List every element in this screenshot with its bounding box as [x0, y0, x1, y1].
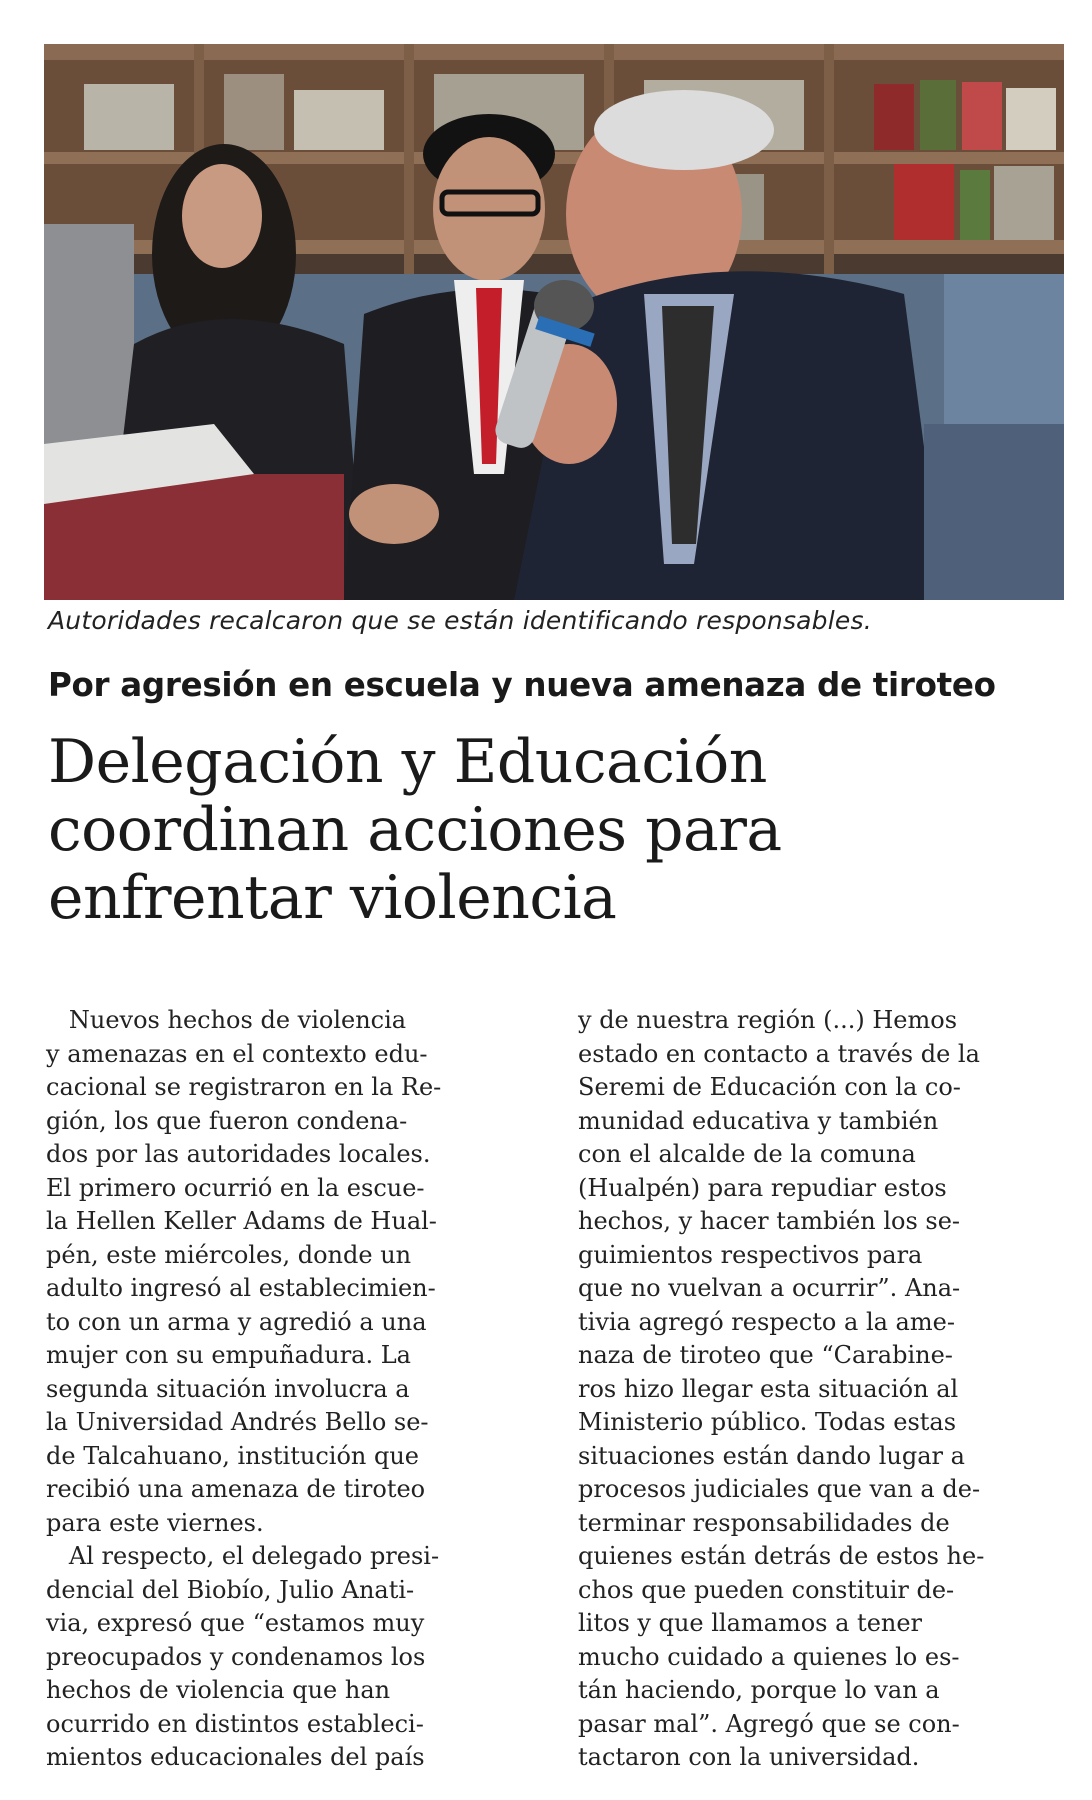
body-line: gión, los que fueron condena-	[46, 1106, 408, 1135]
body-line: dos por las autoridades locales.	[46, 1140, 431, 1168]
body-line: recibió una amenaza de tiroteo	[46, 1475, 426, 1503]
body-line: mucho cuidado a quienes lo es-	[578, 1642, 960, 1671]
body-line: munidad educativa y también	[578, 1106, 939, 1135]
photo-illustration	[44, 44, 1064, 600]
body-line: y de nuestra región (...) Hemos	[578, 1006, 958, 1034]
body-line: Al respecto, el delegado presi-	[46, 1542, 440, 1570]
body-line: naza de tiroteo que “Carabine-	[578, 1341, 953, 1369]
body-line: la Universidad Andrés Bello se-	[46, 1408, 429, 1436]
body-line: chos que pueden constituir de-	[578, 1575, 955, 1604]
body-line: mujer con su empuñadura. La	[46, 1341, 411, 1369]
body-line: Ministerio público. Todas estas	[578, 1408, 957, 1436]
body-line: y amenazas en el contexto edu-	[46, 1039, 428, 1068]
article-kicker: Por agresión en escuela y nueva amenaza de tiroteo	[48, 666, 996, 704]
article-headline	[48, 728, 1078, 932]
body-line: (Hualpén) para repudiar estos	[578, 1173, 947, 1202]
body-line: ocurrido en distintos estableci-	[46, 1709, 424, 1738]
photo-caption: Autoridades recalcaron que se están identificando responsables.	[48, 606, 872, 635]
body-line: Seremi de Educación con la co-	[578, 1073, 961, 1101]
body-line: mientos educacionales del país	[46, 1743, 425, 1771]
body-line: situaciones están dando lugar a	[578, 1441, 965, 1470]
body-line: con el alcalde de la comuna	[578, 1140, 916, 1168]
headline-line: coordinan acciones para	[48, 795, 782, 865]
body-line: de Talcahuano, institución que	[46, 1441, 420, 1470]
body-line: terminar responsabilidades de	[578, 1508, 950, 1537]
body-line: quienes están detrás de estos he-	[578, 1542, 985, 1570]
article-photo	[44, 44, 1064, 600]
body-line: via, expresó que “estamos muy	[46, 1609, 425, 1637]
body-line: Nuevos hechos de violencia	[46, 1006, 407, 1034]
body-line: litos y que llamamos a tener	[578, 1609, 923, 1637]
body-line: tactaron con la universidad.	[578, 1743, 920, 1771]
body-line: hechos de violencia que han	[46, 1676, 391, 1704]
body-line: ros hizo llegar esta situación al	[578, 1374, 959, 1403]
article-body-column-right	[578, 1004, 1056, 1775]
body-line: cacional se registraron en la Re-	[46, 1073, 442, 1101]
article-body-column-left	[46, 1004, 524, 1775]
body-line: tivia agregó respecto a la ame-	[578, 1307, 955, 1336]
body-line: la Hellen Keller Adams de Hual-	[46, 1207, 437, 1235]
body-line: dencial del Biobío, Julio Anati-	[46, 1575, 415, 1604]
body-line: hechos, y hacer también los se-	[578, 1207, 961, 1235]
body-line: estado en contacto a través de la	[578, 1039, 980, 1068]
body-line: guimientos respectivos para	[578, 1240, 923, 1269]
body-line: segunda situación involucra a	[46, 1374, 410, 1403]
body-line: pasar mal”. Agregó que se con-	[578, 1709, 960, 1738]
headline-line: Delegación y Educación	[48, 727, 767, 797]
body-line: pén, este miércoles, donde un	[46, 1240, 412, 1269]
body-line: tán haciendo, porque lo van a	[578, 1676, 940, 1704]
body-line: para este viernes.	[46, 1508, 264, 1537]
body-line: que no vuelvan a ocurrir”. Ana-	[578, 1274, 961, 1302]
body-line: adulto ingresó al establecimien-	[46, 1274, 436, 1302]
body-line: procesos judiciales que van a de-	[578, 1475, 981, 1503]
body-line: to con un arma y agredió a una	[46, 1307, 427, 1336]
body-line: preocupados y condenamos los	[46, 1642, 426, 1671]
body-line: El primero ocurrió en la escue-	[46, 1173, 425, 1202]
headline-line: enfrentar violencia	[48, 863, 617, 933]
